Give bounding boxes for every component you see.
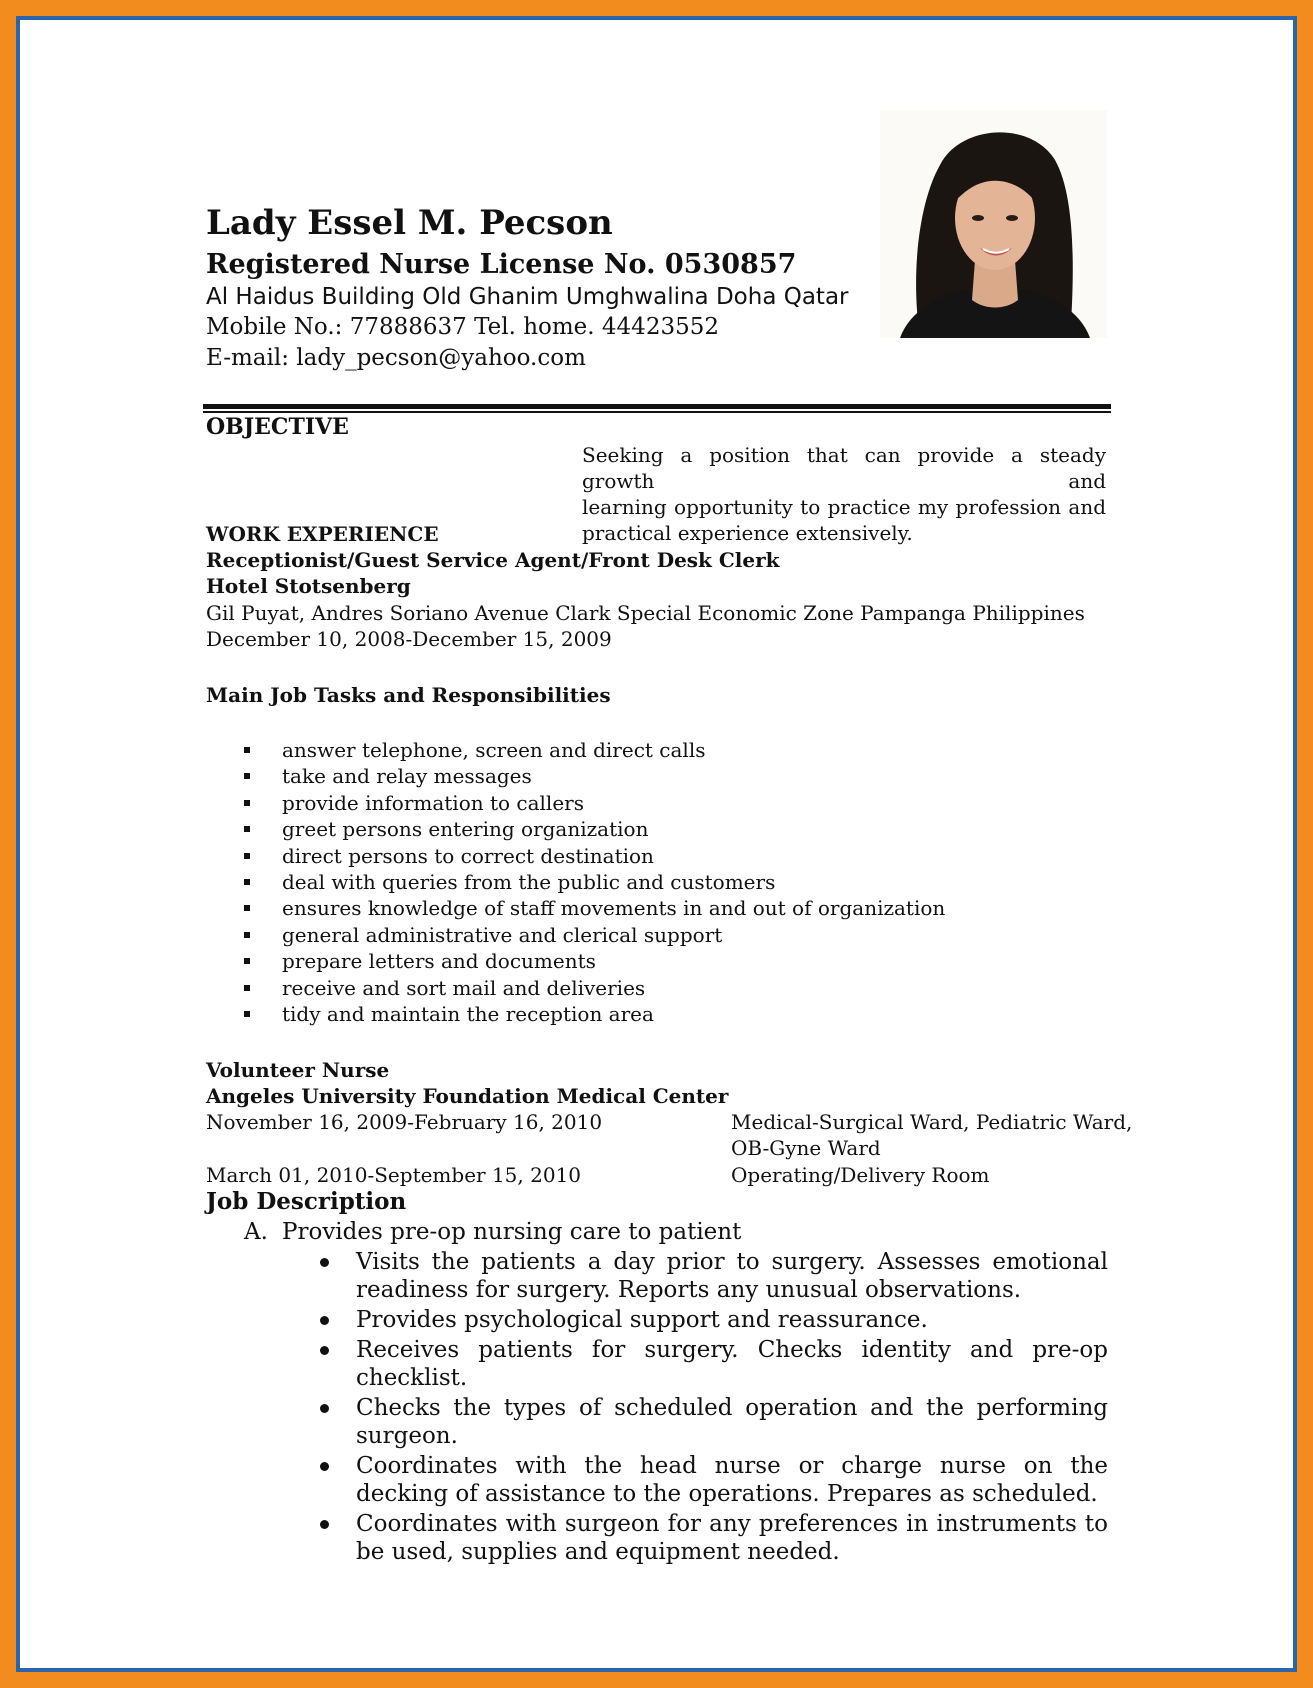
list-item: receive and sort mail and deliveries: [244, 975, 945, 1001]
objective-heading: OBJECTIVE: [206, 414, 349, 440]
license-line: Registered Nurse License No. 0530857: [206, 249, 797, 280]
square-bullet-icon: [244, 1011, 250, 1017]
objective-text: [582, 442, 1106, 546]
round-bullet-icon: [320, 1346, 329, 1355]
list-item: Coordinates with the head nurse or charge nurse on the decking of assistance to the operations. Prepares as scheduled.: [318, 1452, 1108, 1508]
objective-line-1: Seeking a position that can provide a steady growth and: [582, 443, 1106, 493]
jd-item-a-label: A.: [244, 1219, 268, 1245]
job-description-heading: Job Description: [206, 1188, 407, 1215]
header-divider-thin: [203, 411, 1111, 413]
profile-photo: [880, 110, 1107, 338]
list-item: Visits the patients a day prior to surgery. Assesses emotional readiness for surgery. Reports any unusual observations.: [318, 1248, 1108, 1304]
list-item: Receives patients for surgery. Checks identity and pre-op checklist.: [318, 1336, 1108, 1392]
square-bullet-icon: [244, 958, 250, 964]
square-bullet-icon: [244, 826, 250, 832]
phone-line: Mobile No.: 77888637 Tel. home. 44423552: [206, 314, 719, 340]
round-bullet-icon: [320, 1404, 329, 1413]
list-item: greet persons entering organization: [244, 816, 945, 842]
list-item: Provides psychological support and reassurance.: [318, 1306, 1108, 1334]
work-experience-heading: WORK EXPERIENCE: [206, 522, 439, 546]
list-item: prepare letters and documents: [244, 948, 945, 974]
job1-employer: Hotel Stotsenberg: [206, 574, 411, 598]
round-bullet-icon: [320, 1520, 329, 1529]
email-line: E-mail: lady_pecson@yahoo.com: [206, 345, 586, 371]
job2-employer: Angeles University Foundation Medical Center: [206, 1084, 729, 1108]
round-bullet-icon: [320, 1462, 329, 1471]
address-line: Al Haidus Building Old Ghanim Umghwalina Doha Qatar: [206, 284, 849, 310]
list-item: general administrative and clerical support: [244, 922, 945, 948]
square-bullet-icon: [244, 773, 250, 779]
square-bullet-icon: [244, 905, 250, 911]
square-bullet-icon: [244, 985, 250, 991]
job-description-list: [318, 1248, 1108, 1568]
square-bullet-icon: [244, 800, 250, 806]
list-item: take and relay messages: [244, 763, 945, 789]
objective-line-2: learning opportunity to practice my profession and: [582, 495, 1106, 519]
job1-address: Gil Puyat, Andres Soriano Avenue Clark Special Economic Zone Pampanga Philippines: [206, 601, 1085, 625]
list-item: answer telephone, screen and direct calls: [244, 737, 945, 763]
job1-title: Receptionist/Guest Service Agent/Front Desk Clerk: [206, 548, 780, 572]
square-bullet-icon: [244, 853, 250, 859]
jd-item-a-text: Provides pre-op nursing care to patient: [282, 1219, 742, 1245]
resume-name: Lady Essel M. Pecson: [206, 203, 613, 243]
tasks-heading: Main Job Tasks and Responsibilities: [206, 683, 611, 707]
job2-ward-2: Operating/Delivery Room: [731, 1163, 990, 1187]
square-bullet-icon: [244, 879, 250, 885]
job2-dates-1: November 16, 2009-February 16, 2010: [206, 1110, 603, 1134]
list-item: Coordinates with surgeon for any preferences in instruments to be used, supplies and equipment needed.: [318, 1510, 1108, 1566]
objective-line-3: practical experience extensively.: [582, 521, 913, 545]
square-bullet-icon: [244, 747, 250, 753]
list-item: Checks the types of scheduled operation and the performing surgeon.: [318, 1394, 1108, 1450]
round-bullet-icon: [320, 1316, 329, 1325]
tasks-list: [244, 737, 945, 1027]
job2-dates-2: March 01, 2010-September 15, 2010: [206, 1163, 582, 1187]
square-bullet-icon: [244, 932, 250, 938]
job2-title: Volunteer Nurse: [206, 1058, 390, 1082]
list-item: direct persons to correct destination: [244, 843, 945, 869]
header-divider: [203, 404, 1111, 409]
list-item: provide information to callers: [244, 790, 945, 816]
portrait-image: [880, 110, 1107, 338]
round-bullet-icon: [320, 1258, 329, 1267]
job2-ward-1-line-2: OB-Gyne Ward: [731, 1136, 881, 1160]
list-item: deal with queries from the public and customers: [244, 869, 945, 895]
job2-ward-1-line-1: Medical-Surgical Ward, Pediatric Ward,: [731, 1110, 1133, 1134]
job1-dates: December 10, 2008-December 15, 2009: [206, 627, 612, 651]
list-item: ensures knowledge of staff movements in and out of organization: [244, 895, 945, 921]
list-item: tidy and maintain the reception area: [244, 1001, 945, 1027]
